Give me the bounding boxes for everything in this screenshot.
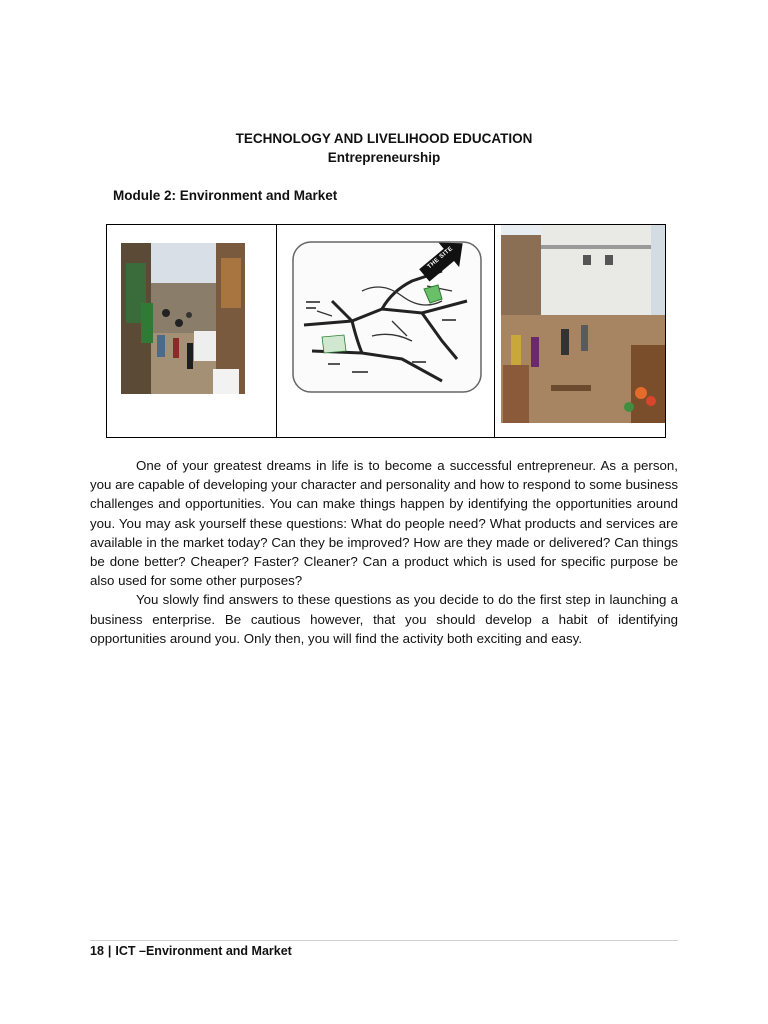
image-cell-map <box>277 225 495 437</box>
page-number: 18 <box>90 944 104 958</box>
footer-divider <box>90 940 678 941</box>
map-sign-label: THE SITE <box>426 245 455 271</box>
footer-separator: | <box>107 944 112 958</box>
page-footer <box>90 944 292 958</box>
paragraph-2: You slowly find answers to these questions as you decide to do the first step in launching a business enterprise. Be cautious however, that you should develop a habit of identifying opportunities around you. Only then, you will find the activity both exciting and easy. <box>90 592 678 646</box>
site-map <box>292 241 482 393</box>
footer-label: ICT –Environment and Market <box>115 944 292 958</box>
image-cell-street <box>107 225 277 437</box>
street-photo <box>121 243 245 394</box>
image-table <box>106 224 666 438</box>
document-title: TECHNOLOGY AND LIVELIHOOD EDUCATION <box>235 131 533 146</box>
body-text <box>90 456 678 648</box>
image-cell-market <box>495 225 665 437</box>
paragraph-1: One of your greatest dreams in life is to become a successful entrepreneur. As a person, you are capable of developing your character and personality and how to respond to some business challenges and opportunities. You can make things happen by identifying the opportunities around you. You may ask yourself these questions: What do people need? What products and services are available in the market today? Can they be improved? How are they made or delivered? Can things be done better? Cheaper? Faster? Cleaner? Can a product which is used for specific purpose be also used for some other purposes? <box>90 458 678 589</box>
module-heading: Module 2: Environment and Market <box>113 188 338 203</box>
market-photo <box>501 225 665 423</box>
document-subtitle: Entrepreneurship <box>327 150 441 165</box>
